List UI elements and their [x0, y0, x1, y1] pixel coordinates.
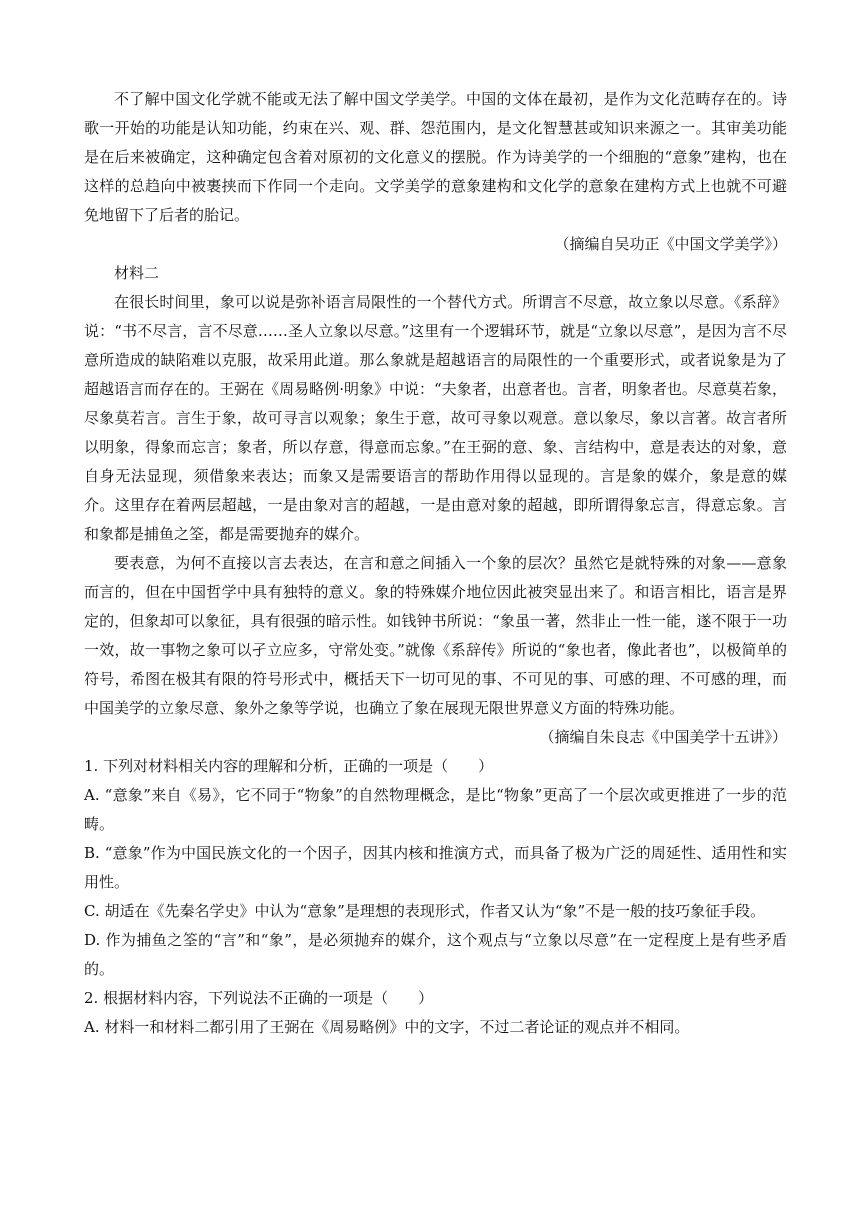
- question-1-option-a: A. “意象”来自《易》，它不同于“物象”的自然物理概念，是比“物象”更高了一个层次或更推进了一步的范畴。: [84, 786, 787, 833]
- question-1-option-c: C. 胡适在《先秦名学史》中认为“意象”是理想的表现形式，作者又认为“象”不是一般的技巧象征手段。: [84, 902, 766, 920]
- question-2-option-a: A. 材料一和材料二都引用了王弼在《周易略例》中的文字，不过二者论证的观点并不相同。: [84, 1018, 690, 1036]
- material2-source: （摘编自朱良志《中国美学十五讲》）: [539, 728, 787, 746]
- material1-source: （摘编自吴功正《中国文学美学》）: [554, 235, 787, 253]
- question-1-option-b: B. “意象”作为中国民族文化的一个因子，因其内核和推演方式，而具备了极为广泛的周延性、适用性和实用性。: [84, 844, 787, 891]
- question-2-stem: 2. 根据材料内容，下列说法不正确的一项是（ ）: [84, 989, 434, 1007]
- material2-paragraph-1: 在很长时间里，象可以说是弥补语言局限性的一个替代方式。所谓言不尽意，故立象以尽意。《系辞》说：“书不尽言，言不尽意……圣人立象以尽意。”这里有一个逻辑环节，就是“立象以尽意”，是因为言不尽意所造成的缺陷难以克服，故采用此道。那么象就是超越语言的局限性的一个重要形式，或者说象是为了超越语言而存在的。王弼在《周易略例·明象》中说：“夫象者，出意者也。言者，明象者也。尽意莫若象，尽象莫若言。言生于象，故可寻言以观象；象生于意，故可寻象以观意。意以象尽，象以言著。故言者所以明象，得象而忘言；象者，所以存意，得意而忘象。”在王弼的意、象、言结构中，意是表达的对象，意自身无法显现，须借象来表达；而象又是需要语言的帮助作用得以显现的。言是象的媒介，象是意的媒介。这里存在着两层超越，一是由象对言的超越，一是由意对象的超越，即所谓得象忘言，得意忘象。言和象都是捕鱼之筌，都是需要抛弃的媒介。: [84, 293, 787, 543]
- question-1-option-d: D. 作为捕鱼之筌的“言”和“象”，是必须抛弃的媒介，这个观点与“立象以尽意”在一定程度上是有些矛盾的。: [84, 931, 787, 978]
- material2-paragraph-2: 要表意，为何不直接以言去表达，在言和意之间插入一个象的层次？虽然它是就特殊的对象——意象而言的，但在中国哲学中具有独特的意义。象的特殊媒介地位因此被突显出来了。和语言相比，语言是界定的，但象却可以象征，具有很强的暗示性。如钱钟书所说：“象虽一著，然非止一性一能，遂不限于一功一效，故一事物之象可以孑立应多，守常处变。”就像《系辞传》所说的“象也者，像此者也”，以极简单的符号，希图在极其有限的符号形式中，概括天下一切可见的事、不可见的事、可感的理、不可感的理，而中国美学的立象尽意、象外之象等学说，也确立了象在展现无限世界意义方面的特殊功能。: [84, 554, 787, 717]
- material2-heading: 材料二: [114, 264, 160, 282]
- question-1-stem: 1. 下列对材料相关内容的理解和分析，正确的一项是（ ）: [84, 757, 494, 775]
- material1-paragraph: 不了解中国文化学就不能或无法了解中国文学美学。中国的文体在最初，是作为文化范畴存在的。诗歌一开始的功能是认知功能，约束在兴、观、群、怨范围内，是文化智慧甚或知识来源之一。其审美功能是在后来被确定，这种确定包含着对原初的文化意义的摆脱。作为诗美学的一个细胞的“意象”建构，也在这样的总趋向中被裹挟而下作同一个走向。文学美学的意象建构和文化学的意象在建构方式上也就不可避免地留下了后者的胎记。: [84, 90, 787, 224]
- document-content: [84, 85, 787, 1042]
